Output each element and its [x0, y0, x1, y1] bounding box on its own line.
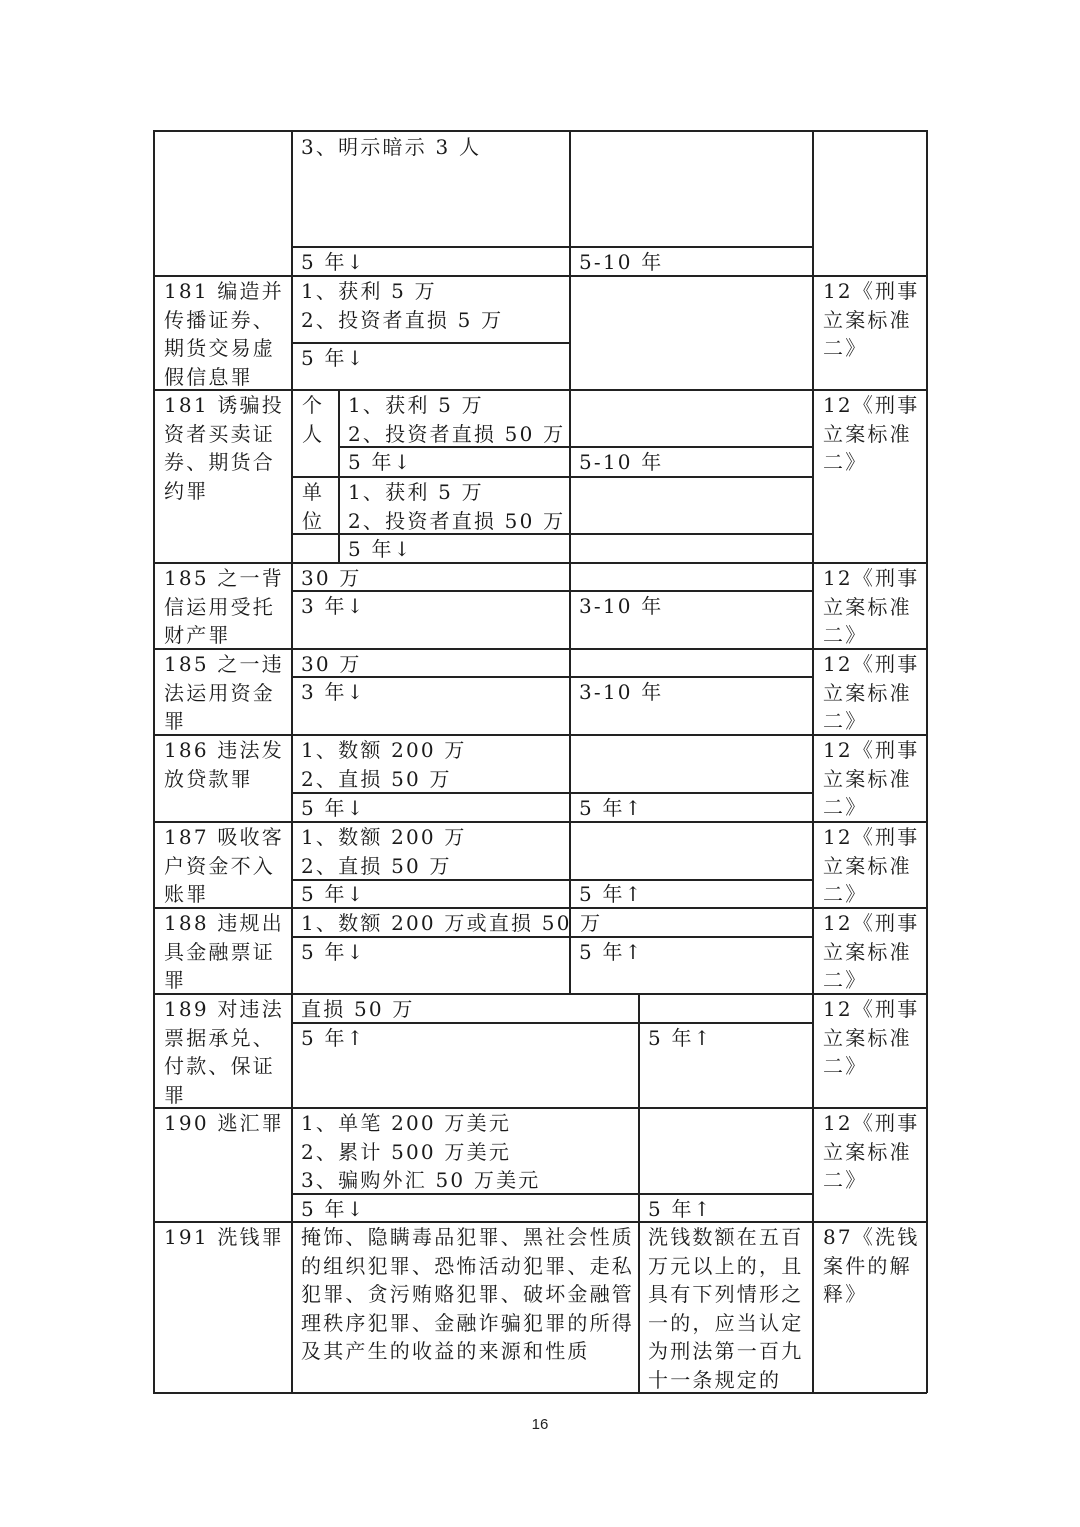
sentence-high: 3-10 年 — [579, 680, 664, 704]
condition-text: 1、单笔 200 万美元 2、累计 500 万美元 3、骗购外汇 50 万美元 — [301, 1111, 541, 1192]
crime-name: 191 洗钱罪 — [164, 1225, 284, 1249]
sentence-low: 5 年↑ — [301, 1026, 366, 1050]
source-reference: 12《刑事 立案标准 二》 — [823, 825, 920, 906]
source-reference: 12《刑事 立案标准 二》 — [823, 1111, 920, 1192]
condition-text: 1、获利 5 万 2、投资者直损 50 万 — [348, 480, 566, 533]
source-reference: 12《刑事 立案标准 二》 — [823, 279, 920, 360]
source-reference: 12《刑事 立案标准 二》 — [823, 997, 920, 1078]
sentence-low: 5 年↓ — [301, 1197, 366, 1221]
crime-name: 189 对违法 票据承兑、 付款、保证 罪 — [164, 997, 284, 1107]
source-reference: 87《洗钱 案件的解 释》 — [823, 1225, 920, 1306]
row-divider — [291, 246, 813, 248]
condition-text: 3、明示暗示 3 人 — [301, 135, 482, 159]
condition-text: 直损 50 万 — [301, 997, 415, 1021]
sentence-high: 3-10 年 — [579, 594, 664, 618]
source-reference: 12《刑事 立案标准 二》 — [823, 738, 920, 819]
sentence-high: 5-10 年 — [579, 450, 664, 474]
crime-name: 186 违法发 放贷款罪 — [164, 738, 284, 791]
sentence-high: 5 年↑ — [579, 940, 644, 964]
page-number: 16 — [531, 1416, 549, 1433]
source-reference: 12《刑事 立案标准 二》 — [823, 652, 920, 733]
sentence-low: 5 年↓ — [301, 250, 366, 274]
row-divider — [291, 676, 813, 678]
source-reference: 12《刑事 立案标准 二》 — [823, 393, 920, 474]
sentence-low: 5 年↓ — [348, 537, 413, 561]
sentence-low: 5 年↓ — [301, 346, 366, 370]
crime-name: 185 之一违 法运用资金 罪 — [164, 652, 284, 733]
col-divider — [812, 130, 814, 1393]
condition-text: 30 万 — [301, 652, 362, 676]
sentence-low: 5 年↓ — [301, 882, 366, 906]
sentence-high: 5 年↑ — [648, 1197, 713, 1221]
condition-text: 1、获利 5 万 2、投资者直损 50 万 — [348, 393, 566, 446]
crime-name: 181 诱骗投 资者买卖证 券、期货合 约罪 — [164, 393, 284, 503]
sentence-low: 5 年↓ — [348, 450, 413, 474]
crime-name: 187 吸收客 户资金不入 账罪 — [164, 825, 284, 906]
col-divider — [291, 130, 293, 1393]
condition-text: 1、数额 200 万或直损 50 万 — [301, 911, 603, 935]
col-divider — [638, 993, 640, 1393]
sentence-low: 3 年↓ — [301, 680, 366, 704]
table-border-bottom — [153, 1392, 927, 1394]
sentence-low: 5 年↓ — [301, 796, 366, 820]
crime-name: 185 之一背 信运用受托 财产罪 — [164, 566, 284, 647]
table-border-right — [926, 130, 928, 1393]
condition-text: 掩饰、隐瞒毒品犯罪、黑社会性质 的组织犯罪、恐怖活动犯罪、走私 犯罪、贪污贿赂犯罪、破坏金融管 理秩序犯罪、金融诈骗犯罪的所得 及其产生的收益的来源和性质 — [301, 1225, 634, 1363]
sentence-low: 5 年↓ — [301, 940, 366, 964]
source-reference: 12《刑事 立案标准 二》 — [823, 566, 920, 647]
crime-name: 181 编造并 传播证券、 期货交易虚 假信息罪 — [164, 279, 284, 389]
condition-text: 1、数额 200 万 2、直损 50 万 — [301, 825, 467, 878]
subject-individual: 个 人 — [302, 393, 325, 446]
condition-text: 30 万 — [301, 566, 362, 590]
condition-text: 1、数额 200 万 2、直损 50 万 — [301, 738, 467, 791]
table-border-top — [153, 130, 927, 132]
sentence-high: 5-10 年 — [579, 250, 664, 274]
sentence-high: 5 年↑ — [648, 1026, 713, 1050]
sentence-text: 洗钱数额在五百 万元以上的，且 具有下列情形之 一的，应当认定 为刑法第一百九 十一条规定的 — [648, 1225, 804, 1392]
col-divider — [569, 130, 571, 994]
table-border-left — [153, 130, 155, 1393]
row-divider — [291, 590, 813, 592]
crime-name: 188 违规出 具金融票证 罪 — [164, 911, 284, 992]
subject-unit: 单 位 — [302, 480, 325, 533]
condition-text: 1、获利 5 万 2、投资者直损 5 万 — [301, 279, 504, 332]
sentence-high: 5 年↑ — [579, 796, 644, 820]
col-divider — [338, 389, 340, 562]
sentence-high: 5 年↑ — [579, 882, 644, 906]
crime-name: 190 逃汇罪 — [164, 1111, 284, 1135]
sentence-low: 3 年↓ — [301, 594, 366, 618]
source-reference: 12《刑事 立案标准 二》 — [823, 911, 920, 992]
